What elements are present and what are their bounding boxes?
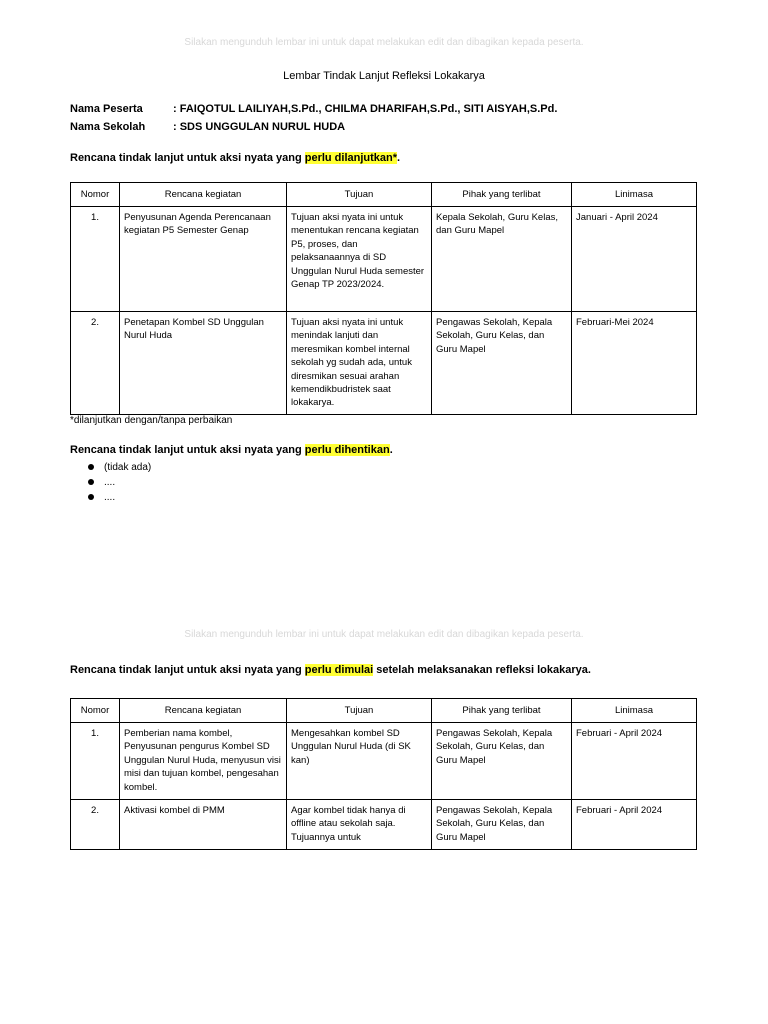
row-activity: Penyusunan Agenda Perencanaan kegiatan P5 Semester Genap (120, 207, 287, 312)
header-purpose: Tujuan (287, 183, 432, 207)
row-timeline: Februari - April 2024 (572, 800, 697, 850)
row-timeline: Februari - April 2024 (572, 723, 697, 800)
bullet-icon (88, 494, 94, 500)
row-timeline: Februari-Mei 2024 (572, 312, 697, 415)
row-parties: Kepala Sekolah, Guru Kelas, dan Guru Mapel (432, 207, 572, 312)
heading-highlight: perlu dilanjutkan* (304, 152, 398, 164)
participant-value: : FAIQOTUL LAILIYAH,S.Pd., CHILMA DHARIFAH,S.Pd., SITI AISYAH,S.Pd. (173, 103, 558, 115)
row-parties: Pengawas Sekolah, Kepala Sekolah, Guru Kelas, dan Guru Mapel (432, 800, 572, 850)
row-parties: Pengawas Sekolah, Kepala Sekolah, Guru Kelas, dan Guru Mapel (432, 723, 572, 800)
header-timeline: Linimasa (572, 699, 697, 723)
table-header-row (71, 699, 697, 723)
header-number: Nomor (71, 183, 120, 207)
heading-suffix: setelah melaksanakan refleksi lokakarya. (373, 664, 591, 676)
list-item-text: (tidak ada) (104, 462, 152, 473)
list-item (104, 475, 151, 490)
list-item-text: .... (104, 492, 116, 503)
row-activity: Aktivasi kombel di PMM (120, 800, 287, 850)
list-item (104, 460, 151, 475)
header-parties: Pihak yang terlibat (432, 699, 572, 723)
header-activity: Rencana kegiatan (120, 183, 287, 207)
heading-suffix: . (397, 152, 401, 164)
section-start-heading (70, 664, 591, 676)
stop-list (70, 460, 151, 505)
heading-highlight: perlu dihentikan (304, 444, 390, 456)
table-row (71, 207, 697, 312)
row-activity: Penetapan Kombel SD Unggulan Nurul Huda (120, 312, 287, 415)
row-parties: Pengawas Sekolah, Kepala Sekolah, Guru Kelas, dan Guru Mapel (432, 312, 572, 415)
heading-prefix: Rencana tindak lanjut untuk aksi nyata yang (70, 444, 305, 456)
watermark-text: Silakan mengunduh lembar ini untuk dapat melakukan edit dan dibagikan kepada peserta. (184, 37, 584, 48)
school-label: Nama Sekolah (70, 121, 146, 133)
watermark-text: Silakan mengunduh lembar ini untuk dapat melakukan edit dan dibagikan kepada peserta. (184, 629, 584, 640)
document-title: Lembar Tindak Lanjut Refleksi Lokakarya (283, 70, 485, 82)
heading-suffix: . (389, 444, 393, 456)
start-plan-table (70, 698, 697, 850)
header-parties: Pihak yang terlibat (432, 183, 572, 207)
row-activity: Pemberian nama kombel, Penyusunan pengurus Kombel SD Unggulan Nurul Huda, menyusun visi misi dan tujuan kombel, pengesahan kombel. (120, 723, 287, 800)
row-number: 1. (71, 723, 120, 800)
list-item-text: .... (104, 477, 116, 488)
row-purpose: Agar kombel tidak hanya di offline atau sekolah saja. Tujuannya untuk (287, 800, 432, 850)
header-purpose: Tujuan (287, 699, 432, 723)
heading-prefix: Rencana tindak lanjut untuk aksi nyata yang (70, 664, 305, 676)
table-header-row (71, 183, 697, 207)
list-item (104, 490, 151, 505)
bullet-icon (88, 479, 94, 485)
row-purpose: Tujuan aksi nyata ini untuk menindak lanjuti dan meresmikan kombel internal sekolah yg sudah ada, untuk diresmikan sesuai arahan kemendikbudristek saat lokakarya. (287, 312, 432, 415)
header-number: Nomor (71, 699, 120, 723)
table-row (71, 312, 697, 415)
row-number: 2. (71, 800, 120, 850)
participant-label: Nama Peserta (70, 103, 143, 115)
table-row (71, 723, 697, 800)
continue-footnote: *dilanjutkan dengan/tanpa perbaikan (70, 415, 233, 426)
row-number: 2. (71, 312, 120, 415)
header-timeline: Linimasa (572, 183, 697, 207)
section-continue-heading (70, 152, 400, 164)
heading-highlight: perlu dimulai (304, 664, 374, 676)
continue-plan-table (70, 182, 697, 415)
section-stop-heading (70, 444, 393, 456)
school-value: : SDS UNGGULAN NURUL HUDA (173, 121, 346, 133)
bullet-icon (88, 464, 94, 470)
row-purpose: Mengesahkan kombel SD Unggulan Nurul Huda (di SK kan) (287, 723, 432, 800)
header-activity: Rencana kegiatan (120, 699, 287, 723)
row-number: 1. (71, 207, 120, 312)
row-timeline: Januari - April 2024 (572, 207, 697, 312)
heading-prefix: Rencana tindak lanjut untuk aksi nyata yang (70, 152, 305, 164)
table-row (71, 800, 697, 850)
row-purpose: Tujuan aksi nyata ini untuk menentukan rencana kegiatan P5, proses, dan pelaksanaannya di SD Unggulan Nurul Huda semester Genap TP 2023/2024. (287, 207, 432, 312)
